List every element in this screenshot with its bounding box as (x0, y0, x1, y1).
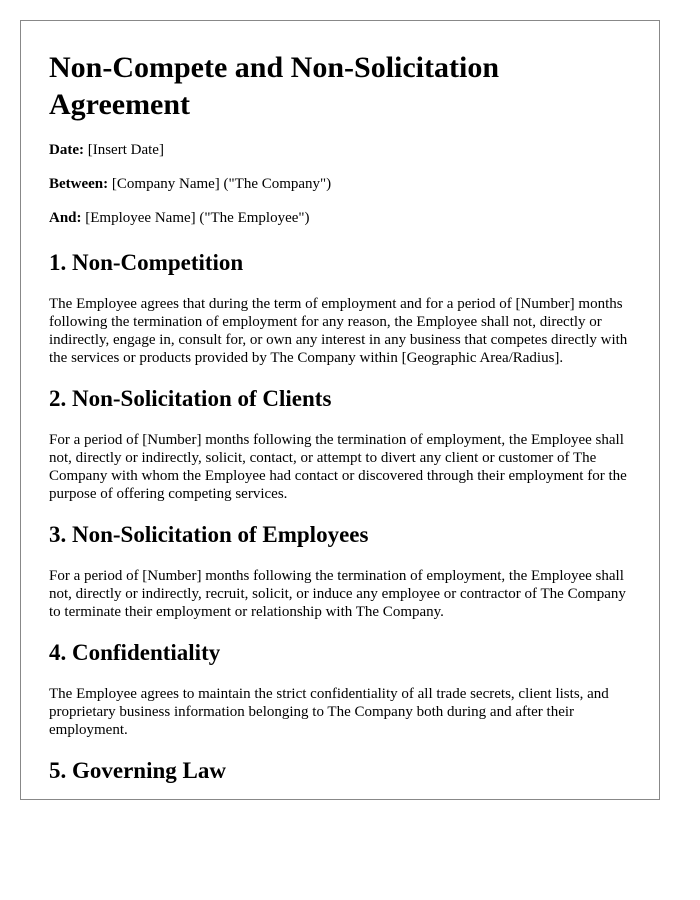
document-content (21, 21, 659, 785)
section-heading: 4. Confidentiality (49, 640, 221, 665)
section-text: The Employee agrees that during the term of employment and for a period of [Number] months following the termination of employment for any reason, the Employee shall not, directly or indirectly, engage in, consult for, or own any interest in any business that competes directly with the services or products provided by The Company within [Geographic Area/Radius]. (49, 296, 628, 366)
meta-date-value: [Insert Date] (87, 142, 164, 158)
meta-between-label: Between: (49, 176, 109, 192)
section-confidentiality (49, 639, 631, 739)
section-text: For a period of [Number] months following the termination of employment, the Employee shall not, directly or indirectly, recruit, solicit, or induce any employee or contractor of The Company to terminate their employment or relationship with The Company. (49, 568, 626, 620)
section-heading: 5. Governing Law (49, 758, 226, 783)
section-governing-law (49, 757, 631, 785)
meta-and-label: And: (49, 210, 82, 226)
section-heading: 3. Non-Solicitation of Employees (49, 522, 369, 547)
section-text: The Employee agrees to maintain the strict confidentiality of all trade secrets, client lists, and proprietary business information belonging to The Company both during and after their employment. (49, 686, 609, 738)
document-page (20, 20, 660, 800)
document-title: Non-Compete and Non-Solicitation Agreement (49, 51, 500, 121)
meta-date-label: Date: (49, 142, 84, 158)
section-text: For a period of [Number] months following the termination of employment, the Employee shall not, directly or indirectly, solicit, contact, or attempt to divert any client or customer of The Company with whom the Employee had contact or discovered through their employment for the purpose of offering competing services. (49, 432, 627, 502)
meta-and (49, 209, 631, 227)
meta-date (49, 141, 631, 159)
section-non-competition (49, 249, 631, 367)
meta-between (49, 175, 631, 193)
section-non-solicitation-employees (49, 521, 631, 621)
section-heading: 1. Non-Competition (49, 250, 244, 275)
meta-between-value: [Company Name] ("The Company") (111, 176, 332, 192)
section-non-solicitation-clients (49, 385, 631, 503)
meta-and-value: [Employee Name] ("The Employee") (85, 210, 310, 226)
section-heading: 2. Non-Solicitation of Clients (49, 386, 332, 411)
